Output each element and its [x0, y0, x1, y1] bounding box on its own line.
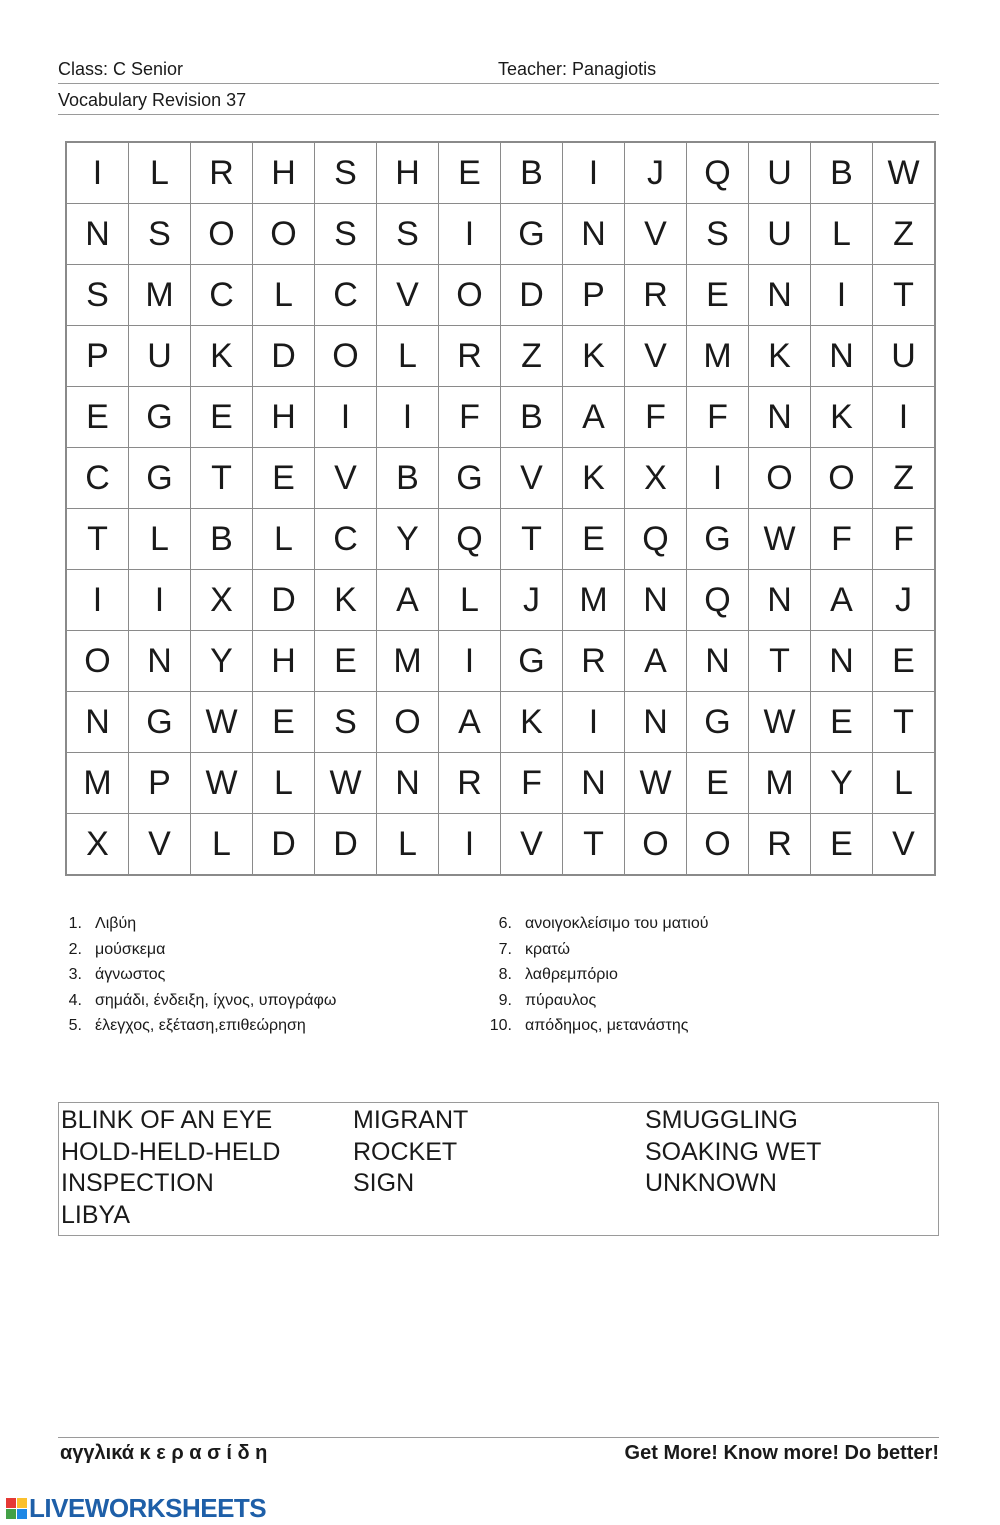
grid-cell[interactable]: U	[749, 204, 811, 265]
clue-number: 5.	[68, 1017, 82, 1034]
grid-row	[66, 265, 935, 326]
grid-cell[interactable]: D	[253, 570, 315, 631]
grid-cell[interactable]: N	[811, 631, 873, 692]
grid-cell[interactable]: L	[253, 265, 315, 326]
grid-cell[interactable]: G	[687, 692, 749, 753]
grid-cell[interactable]: I	[66, 142, 129, 204]
word-bank-item: SIGN	[353, 1169, 415, 1197]
clue-text: άγνωστος	[95, 966, 166, 983]
grid-cell[interactable]: G	[501, 204, 563, 265]
grid-cell[interactable]: S	[129, 204, 191, 265]
grid-cell[interactable]: M	[66, 753, 129, 814]
grid-cell[interactable]: H	[253, 387, 315, 448]
grid-cell[interactable]: B	[377, 448, 439, 509]
grid-cell[interactable]: V	[873, 814, 936, 876]
grid-cell[interactable]: L	[377, 326, 439, 387]
clue-item	[488, 911, 708, 937]
grid-cell[interactable]: N	[66, 692, 129, 753]
word-search-grid	[65, 141, 936, 876]
grid-cell[interactable]: M	[749, 753, 811, 814]
grid-cell[interactable]: E	[191, 387, 253, 448]
grid-cell[interactable]: V	[501, 448, 563, 509]
grid-cell[interactable]: B	[501, 142, 563, 204]
grid-cell[interactable]: Y	[191, 631, 253, 692]
clue-item	[488, 988, 708, 1014]
grid-cell[interactable]: N	[687, 631, 749, 692]
grid-cell[interactable]: A	[625, 631, 687, 692]
grid-cell[interactable]: H	[253, 142, 315, 204]
grid-cell[interactable]: F	[873, 509, 936, 570]
grid-cell[interactable]: I	[811, 265, 873, 326]
grid-cell[interactable]: K	[563, 326, 625, 387]
teacher-label: Teacher: Panagiotis	[498, 59, 657, 79]
grid-cell[interactable]: P	[66, 326, 129, 387]
grid-cell[interactable]: I	[439, 204, 501, 265]
logo-mark-icon	[6, 1498, 27, 1519]
grid-cell[interactable]: Q	[687, 142, 749, 204]
grid-cell[interactable]: G	[129, 448, 191, 509]
grid-cell[interactable]: W	[625, 753, 687, 814]
grid-cell[interactable]: L	[191, 814, 253, 876]
grid-cell[interactable]: N	[625, 692, 687, 753]
grid-cell[interactable]: E	[563, 509, 625, 570]
grid-cell[interactable]: H	[377, 142, 439, 204]
grid-cell[interactable]: Y	[377, 509, 439, 570]
grid-cell[interactable]: G	[501, 631, 563, 692]
grid-cell[interactable]: X	[66, 814, 129, 876]
grid-cell[interactable]: U	[129, 326, 191, 387]
grid-cell[interactable]: Q	[439, 509, 501, 570]
grid-cell[interactable]: O	[191, 204, 253, 265]
grid-cell[interactable]: Z	[873, 204, 936, 265]
grid-cell[interactable]: N	[749, 265, 811, 326]
grid-cell[interactable]: T	[873, 692, 936, 753]
grid-cell[interactable]: A	[811, 570, 873, 631]
grid-cell[interactable]: T	[563, 814, 625, 876]
grid-cell[interactable]: W	[749, 692, 811, 753]
clue-number: 4.	[68, 991, 82, 1009]
grid-cell[interactable]: L	[873, 753, 936, 814]
grid-cell[interactable]: R	[439, 753, 501, 814]
grid-cell[interactable]: J	[625, 142, 687, 204]
worksheet-title: Vocabulary Revision 37	[58, 90, 247, 110]
grid-cell[interactable]: V	[377, 265, 439, 326]
grid-cell[interactable]: N	[563, 204, 625, 265]
grid-cell[interactable]: S	[315, 142, 377, 204]
grid-cell[interactable]: N	[66, 204, 129, 265]
grid-cell[interactable]: E	[873, 631, 936, 692]
logo-square	[6, 1509, 16, 1519]
grid-cell[interactable]: W	[749, 509, 811, 570]
grid-cell[interactable]: V	[625, 204, 687, 265]
grid-cell[interactable]: N	[377, 753, 439, 814]
footer-slogan: Get More! Know more! Do better!	[624, 1442, 939, 1464]
grid-cell[interactable]: A	[439, 692, 501, 753]
grid-cell[interactable]: N	[749, 570, 811, 631]
grid-cell[interactable]: R	[439, 326, 501, 387]
grid-cell[interactable]: C	[315, 509, 377, 570]
grid-cell[interactable]: L	[129, 509, 191, 570]
logo-square	[6, 1498, 16, 1508]
footer-author: αγγλικά κ ε ρ α σ ί δ η	[60, 1442, 268, 1464]
grid-cell[interactable]: C	[315, 265, 377, 326]
grid-cell[interactable]: G	[129, 692, 191, 753]
grid-cell[interactable]: D	[501, 265, 563, 326]
word-bank-item: SOAKING WET	[645, 1137, 822, 1166]
clue-item	[58, 911, 336, 937]
grid-cell[interactable]: A	[563, 387, 625, 448]
footer-divider	[58, 1437, 939, 1438]
clue-text: Λιβύη	[95, 915, 137, 932]
grid-cell[interactable]: E	[66, 387, 129, 448]
clue-number: 6.	[498, 915, 512, 932]
grid-cell[interactable]: F	[811, 509, 873, 570]
grid-cell[interactable]: L	[253, 509, 315, 570]
liveworksheets-logo[interactable]	[6, 1494, 266, 1522]
grid-cell[interactable]: G	[687, 509, 749, 570]
grid-cell[interactable]: D	[253, 326, 315, 387]
clue-text: απόδημος, μετανάστης	[525, 1017, 689, 1034]
clue-list-right	[488, 911, 708, 1039]
grid-row	[66, 631, 935, 692]
grid-cell[interactable]: O	[66, 631, 129, 692]
clue-item	[58, 1013, 336, 1039]
grid-row	[66, 570, 935, 631]
clue-text: ανοιγοκλείσιμο του ματιού	[525, 915, 709, 932]
grid-cell[interactable]: Q	[625, 509, 687, 570]
grid-cell[interactable]: I	[873, 387, 936, 448]
grid-cell[interactable]: I	[563, 142, 625, 204]
word-bank-item: INSPECTION	[61, 1169, 214, 1197]
grid-cell[interactable]: W	[191, 753, 253, 814]
grid-cell[interactable]: N	[749, 387, 811, 448]
grid-cell[interactable]: V	[501, 814, 563, 876]
grid-cell[interactable]: E	[811, 692, 873, 753]
grid-cell[interactable]: E	[687, 265, 749, 326]
grid-cell[interactable]: N	[563, 753, 625, 814]
grid-row	[66, 814, 935, 876]
clue-item	[58, 988, 336, 1014]
clue-text: σημάδι, ένδειξη, ίχνος, υπογράφω	[95, 991, 337, 1009]
grid-cell[interactable]: F	[625, 387, 687, 448]
header-row-class	[58, 56, 939, 84]
grid-cell[interactable]: E	[687, 753, 749, 814]
clue-text: μούσκεμα	[95, 940, 166, 958]
grid-cell[interactable]: K	[191, 326, 253, 387]
grid-cell[interactable]: R	[563, 631, 625, 692]
grid-cell[interactable]: W	[873, 142, 936, 204]
grid-cell[interactable]: L	[377, 814, 439, 876]
word-bank-item: UNKNOWN	[645, 1169, 777, 1197]
grid-cell[interactable]: S	[687, 204, 749, 265]
grid-cell[interactable]: O	[811, 448, 873, 509]
grid-cell[interactable]: K	[811, 387, 873, 448]
grid-cell[interactable]: P	[129, 753, 191, 814]
grid-cell[interactable]: L	[253, 753, 315, 814]
grid-cell[interactable]: X	[191, 570, 253, 631]
grid-cell[interactable]: I	[439, 631, 501, 692]
grid-cell[interactable]: I	[315, 387, 377, 448]
grid-cell[interactable]: S	[315, 204, 377, 265]
grid-cell[interactable]: V	[625, 326, 687, 387]
grid-cell[interactable]: J	[873, 570, 936, 631]
grid-cell[interactable]: F	[439, 387, 501, 448]
word-bank-item: ROCKET	[353, 1137, 458, 1166]
grid-cell[interactable]: O	[625, 814, 687, 876]
grid-cell[interactable]: K	[501, 692, 563, 753]
grid-cell[interactable]: E	[253, 448, 315, 509]
grid-row	[66, 326, 935, 387]
grid-cell[interactable]: B	[501, 387, 563, 448]
clue-list-left	[58, 911, 336, 1039]
clue-number: 2.	[68, 940, 82, 958]
grid-cell[interactable]: S	[377, 204, 439, 265]
grid-row	[66, 692, 935, 753]
clue-text: κρατώ	[525, 940, 570, 958]
word-bank	[58, 1102, 939, 1236]
grid-cell[interactable]: T	[501, 509, 563, 570]
header-row-title	[58, 87, 939, 115]
grid-cell[interactable]: I	[439, 814, 501, 876]
grid-cell[interactable]: D	[253, 814, 315, 876]
grid-cell[interactable]: W	[315, 753, 377, 814]
clue-text: λαθρεμπόριο	[525, 966, 618, 983]
logo-text: LIVEWORKSHEETS	[29, 1492, 267, 1523]
grid-cell[interactable]: T	[873, 265, 936, 326]
grid-cell[interactable]: Y	[811, 753, 873, 814]
word-bank-item: HOLD-HELD-HELD	[61, 1137, 281, 1166]
grid-cell[interactable]: B	[191, 509, 253, 570]
grid-cell[interactable]: X	[625, 448, 687, 509]
grid-cell[interactable]: E	[439, 142, 501, 204]
grid-cell[interactable]: T	[749, 631, 811, 692]
grid-cell[interactable]: I	[687, 448, 749, 509]
word-bank-item: BLINK OF AN EYE	[61, 1106, 273, 1134]
grid-cell[interactable]: T	[66, 509, 129, 570]
grid-cell[interactable]: R	[749, 814, 811, 876]
grid-cell[interactable]: U	[873, 326, 936, 387]
grid-cell[interactable]: N	[129, 631, 191, 692]
grid-cell[interactable]: I	[66, 570, 129, 631]
grid-cell[interactable]: O	[377, 692, 439, 753]
grid-cell[interactable]: C	[66, 448, 129, 509]
grid-cell[interactable]: B	[811, 142, 873, 204]
grid-cell[interactable]: E	[315, 631, 377, 692]
grid-cell[interactable]: R	[191, 142, 253, 204]
grid-cell[interactable]: D	[315, 814, 377, 876]
grid-cell[interactable]: P	[563, 265, 625, 326]
grid-cell[interactable]: K	[315, 570, 377, 631]
grid-cell[interactable]: Q	[687, 570, 749, 631]
grid-cell[interactable]: K	[749, 326, 811, 387]
grid-cell[interactable]: W	[191, 692, 253, 753]
clue-text: έλεγχος, εξέταση,επιθεώρηση	[95, 1017, 306, 1034]
grid-row	[66, 509, 935, 570]
grid-cell[interactable]: O	[749, 448, 811, 509]
grid-cell[interactable]: O	[315, 326, 377, 387]
grid-cell[interactable]: L	[811, 204, 873, 265]
grid-cell[interactable]: M	[563, 570, 625, 631]
grid-row	[66, 387, 935, 448]
logo-square	[17, 1509, 27, 1519]
grid-cell[interactable]: M	[687, 326, 749, 387]
word-bank-item: MIGRANT	[353, 1106, 469, 1134]
grid-cell[interactable]: F	[687, 387, 749, 448]
grid-cell[interactable]: I	[129, 570, 191, 631]
clue-item	[58, 962, 336, 988]
grid-cell[interactable]: V	[315, 448, 377, 509]
grid-cell[interactable]: Z	[501, 326, 563, 387]
grid-cell[interactable]: E	[811, 814, 873, 876]
grid-cell[interactable]: A	[377, 570, 439, 631]
grid-cell[interactable]: M	[129, 265, 191, 326]
grid-cell[interactable]: T	[191, 448, 253, 509]
grid-cell[interactable]: K	[563, 448, 625, 509]
grid-cell[interactable]: U	[749, 142, 811, 204]
grid-cell[interactable]: L	[129, 142, 191, 204]
clue-number: 10.	[489, 1017, 512, 1034]
clue-number: 8.	[498, 966, 512, 983]
grid-cell[interactable]: O	[439, 265, 501, 326]
class-label: Class: C Senior	[58, 59, 184, 79]
grid-row	[66, 204, 935, 265]
grid-cell[interactable]: O	[253, 204, 315, 265]
grid-cell[interactable]: V	[129, 814, 191, 876]
word-bank-item: SMUGGLING	[645, 1106, 798, 1134]
grid-cell[interactable]: M	[377, 631, 439, 692]
grid-cell[interactable]: I	[563, 692, 625, 753]
grid-cell[interactable]: F	[501, 753, 563, 814]
grid-cell[interactable]: L	[439, 570, 501, 631]
grid-cell[interactable]: C	[191, 265, 253, 326]
clue-item	[488, 962, 708, 988]
clue-item	[488, 937, 708, 963]
clue-text: πύραυλος	[525, 991, 597, 1009]
clue-number: 9.	[498, 991, 512, 1009]
clue-number: 1.	[68, 915, 82, 932]
grid-cell[interactable]: O	[687, 814, 749, 876]
clue-number: 7.	[498, 940, 512, 958]
grid-cell[interactable]: G	[129, 387, 191, 448]
grid-row	[66, 753, 935, 814]
grid-cell[interactable]: E	[253, 692, 315, 753]
grid-row	[66, 448, 935, 509]
grid-row	[66, 142, 935, 204]
clue-item	[58, 937, 336, 963]
grid-cell[interactable]: I	[377, 387, 439, 448]
word-bank-item: LIBYA	[61, 1200, 131, 1229]
grid-cell[interactable]: S	[315, 692, 377, 753]
grid-cell[interactable]: N	[811, 326, 873, 387]
grid-cell[interactable]: J	[501, 570, 563, 631]
grid-cell[interactable]: N	[625, 570, 687, 631]
grid-cell[interactable]: G	[439, 448, 501, 509]
clue-item	[488, 1013, 708, 1039]
grid-cell[interactable]: S	[66, 265, 129, 326]
clue-number: 3.	[68, 966, 82, 983]
logo-square	[17, 1498, 27, 1508]
grid-cell[interactable]: H	[253, 631, 315, 692]
grid-cell[interactable]: Z	[873, 448, 936, 509]
grid-cell[interactable]: R	[625, 265, 687, 326]
